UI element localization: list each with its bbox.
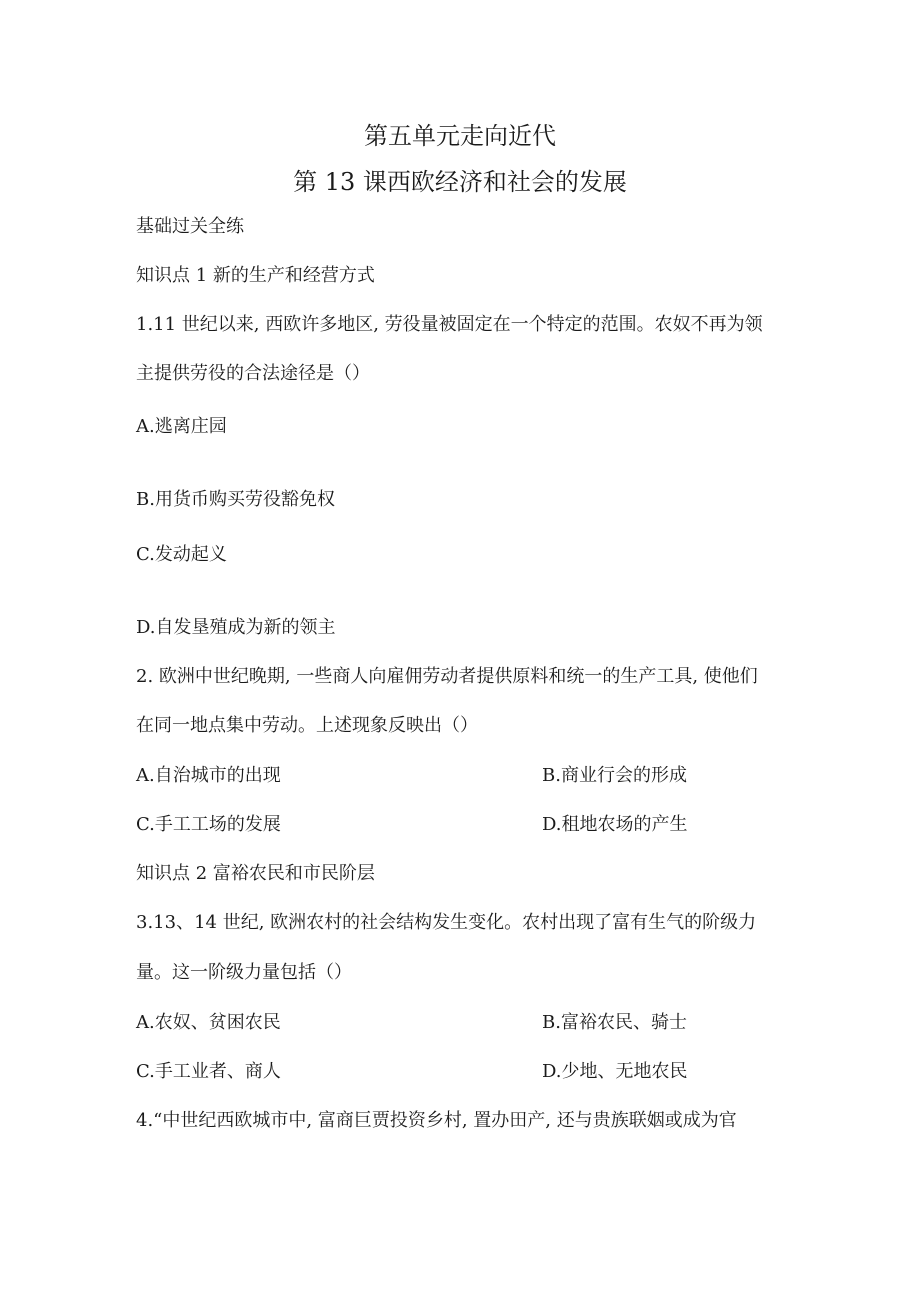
- question-2-option-c: C.手工工场的发展: [136, 814, 281, 835]
- question-2-option-a: A.自治城市的出现: [136, 765, 281, 786]
- question-3-option-d: D.少地、无地农民: [542, 1061, 688, 1082]
- question-1-option-b: B.用货币购买劳役豁免权: [136, 489, 335, 510]
- question-2-stem-line-2: 在同一地点集中劳动。上述现象反映出（）: [136, 715, 478, 736]
- question-3-stem-line-1: 3.13、14 世纪, 欧洲农村的社会结构发生变化。农村出现了富有生气的阶级力: [136, 912, 757, 933]
- question-2-option-d: D.租地农场的产生: [542, 814, 688, 835]
- question-1-option-a: A.逃离庄园: [136, 416, 227, 437]
- section-heading: 基础过关全练: [136, 216, 244, 237]
- question-3-option-c: C.手工业者、商人: [136, 1061, 281, 1082]
- question-1-stem-line-2: 主提供劳役的合法途径是（）: [136, 363, 370, 384]
- knowledge-point-1: 知识点 1 新的生产和经营方式: [136, 265, 375, 286]
- unit-title: 第五单元走向近代: [364, 122, 556, 150]
- lesson-title: 第 13 课西欧经济和社会的发展: [293, 168, 627, 196]
- question-1-option-d: D.自发垦殖成为新的领主: [136, 617, 336, 638]
- question-2-stem-line-1: 2. 欧洲中世纪晚期, 一些商人向雇佣劳动者提供原料和统一的生产工具, 使他们: [136, 666, 758, 687]
- question-3-stem-line-2: 量。这一阶级力量包括（）: [136, 962, 352, 983]
- question-1-stem-line-1: 1.11 世纪以来, 西欧许多地区, 劳役量被固定在一个特定的范围。农奴不再为领: [136, 314, 763, 335]
- question-4-stem-line-1: 4.“中世纪西欧城市中, 富商巨贾投资乡村, 置办田产, 还与贵族联姻或成为官: [136, 1110, 737, 1131]
- question-3-option-b: B.富裕农民、骑士: [542, 1012, 687, 1033]
- question-2-option-b: B.商业行会的形成: [542, 765, 687, 786]
- question-1-option-c: C.发动起义: [136, 544, 227, 565]
- knowledge-point-2: 知识点 2 富裕农民和市民阶层: [136, 863, 375, 884]
- question-3-option-a: A.农奴、贫困农民: [136, 1012, 281, 1033]
